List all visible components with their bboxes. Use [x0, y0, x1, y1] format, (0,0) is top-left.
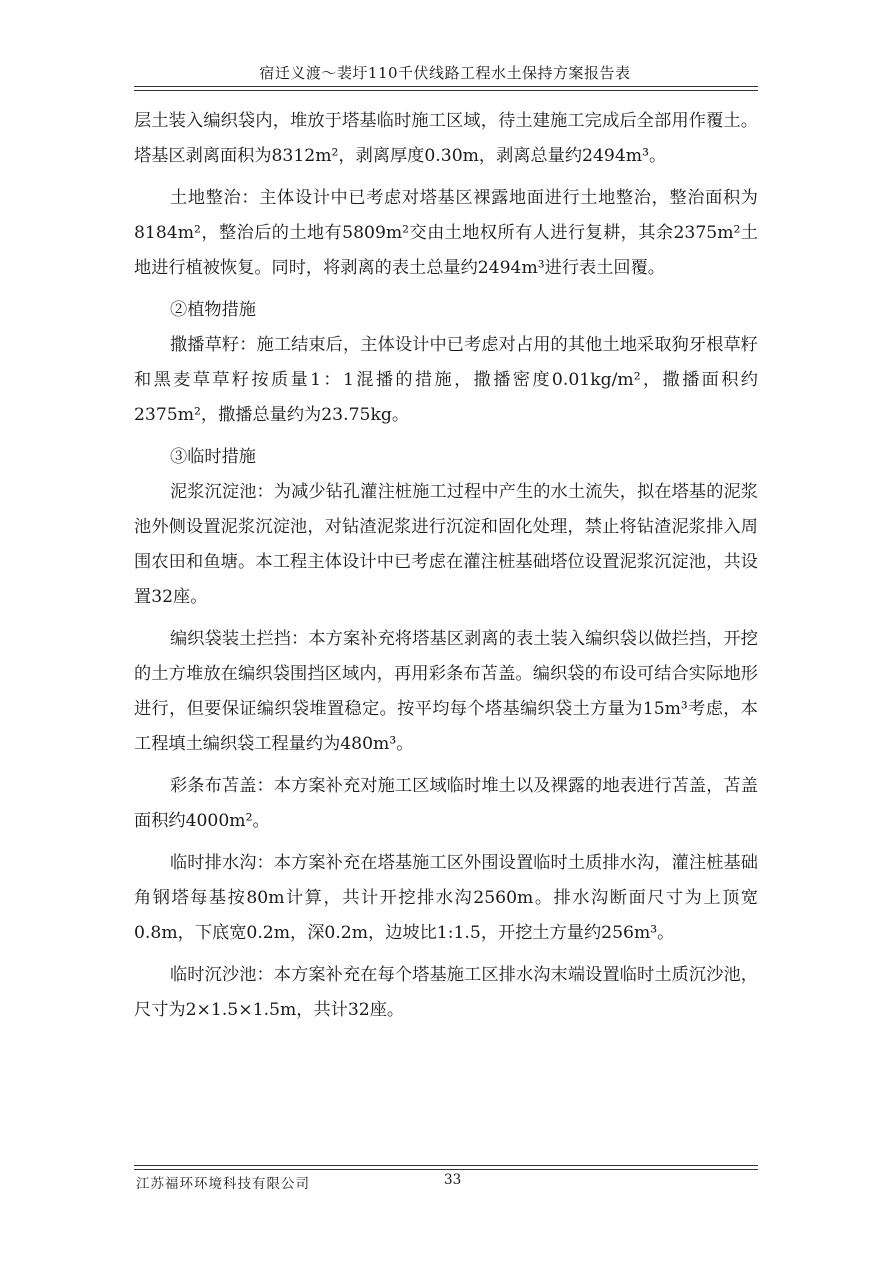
- header-rule: [134, 86, 758, 87]
- paragraph-land-consolidation: 土地整治：主体设计中已考虑对塔基区裸露地面进行土地整治，整治面积为8184m²，整治后的土地有5809m²交由土地权所有人进行复耕，其余2375m²土地进行植被恢复。同时，将剥离的表土总量约2494m³进行表土回覆。: [134, 188, 758, 278]
- header-rule-thin: [134, 90, 758, 91]
- footer-rule-thin: [134, 1165, 758, 1166]
- paragraph-seeding: 撒播草籽：施工结束后，主体设计中已考虑对占用的其他土地采取狗牙根草籽和黑麦草草籽按质量1：1混播的措施，撒播密度0.01kg/m²，撒播面积约2375m²，撒播总量约为23.75kg。: [134, 335, 758, 425]
- page-number: 33: [444, 1172, 462, 1188]
- page-header-title: 宿迁义渡～裴圩110千伏线路工程水土保持方案报告表: [259, 64, 631, 82]
- subheading-temporary-measures: ③临时措施: [170, 447, 256, 467]
- paragraph-woven-bag-barrier: 编织袋装土拦挡：本方案补充将塔基区剥离的表土装入编织袋以做拦挡，开挖的土方堆放在编织袋围挡区域内，再用彩条布苫盖。编织袋的布设可结合实际地形进行，但要保证编织袋堆置稳定。按平均每个塔基编织袋土方量为15m³考虑，本工程填土编织袋工程量约为480m³。: [134, 629, 758, 754]
- document-body: [134, 104, 758, 1035]
- footer-rule: [134, 1169, 758, 1170]
- subheading-plant-measures: ②植物措施: [170, 300, 256, 320]
- paragraph-sediment-basin: 临时沉沙池：本方案补充在每个塔基施工区排水沟末端设置临时土质沉沙池，尺寸为2×1.5×1.5m，共计32座。: [134, 965, 758, 1020]
- paragraph-slurry-pond: 泥浆沉淀池：为减少钻孔灌注桩施工过程中产生的水土流失，拟在塔基的泥浆池外侧设置泥浆沉淀池，对钻渣泥浆进行沉淀和固化处理，禁止将钻渣泥浆排入周围农田和鱼塘。本工程主体设计中已考虑在灌注桩基础塔位设置泥浆沉淀池，共设置32座。: [134, 482, 758, 607]
- paragraph-topsoil-continued: 层土装入编织袋内，堆放于塔基临时施工区域，待土建施工完成后全部用作覆土。塔基区剥离面积为8312m²，剥离厚度0.30m，剥离总量约2494m³。: [134, 111, 758, 166]
- paragraph-tarp-cover: 彩条布苫盖：本方案补充对施工区域临时堆土以及裸露的地表进行苫盖，苫盖面积约4000m²。: [134, 776, 758, 831]
- footer-company: 江苏福环环境科技有限公司: [136, 1176, 310, 1192]
- paragraph-drainage-ditch: 临时排水沟：本方案补充在塔基施工区外围设置临时土质排水沟，灌注桩基础角钢塔每基按80m计算，共计开挖排水沟2560m。排水沟断面尺寸为上顶宽0.8m，下底宽0.2m，深0.2m，边坡比1:1.5，开挖土方量约256m³。: [134, 853, 758, 943]
